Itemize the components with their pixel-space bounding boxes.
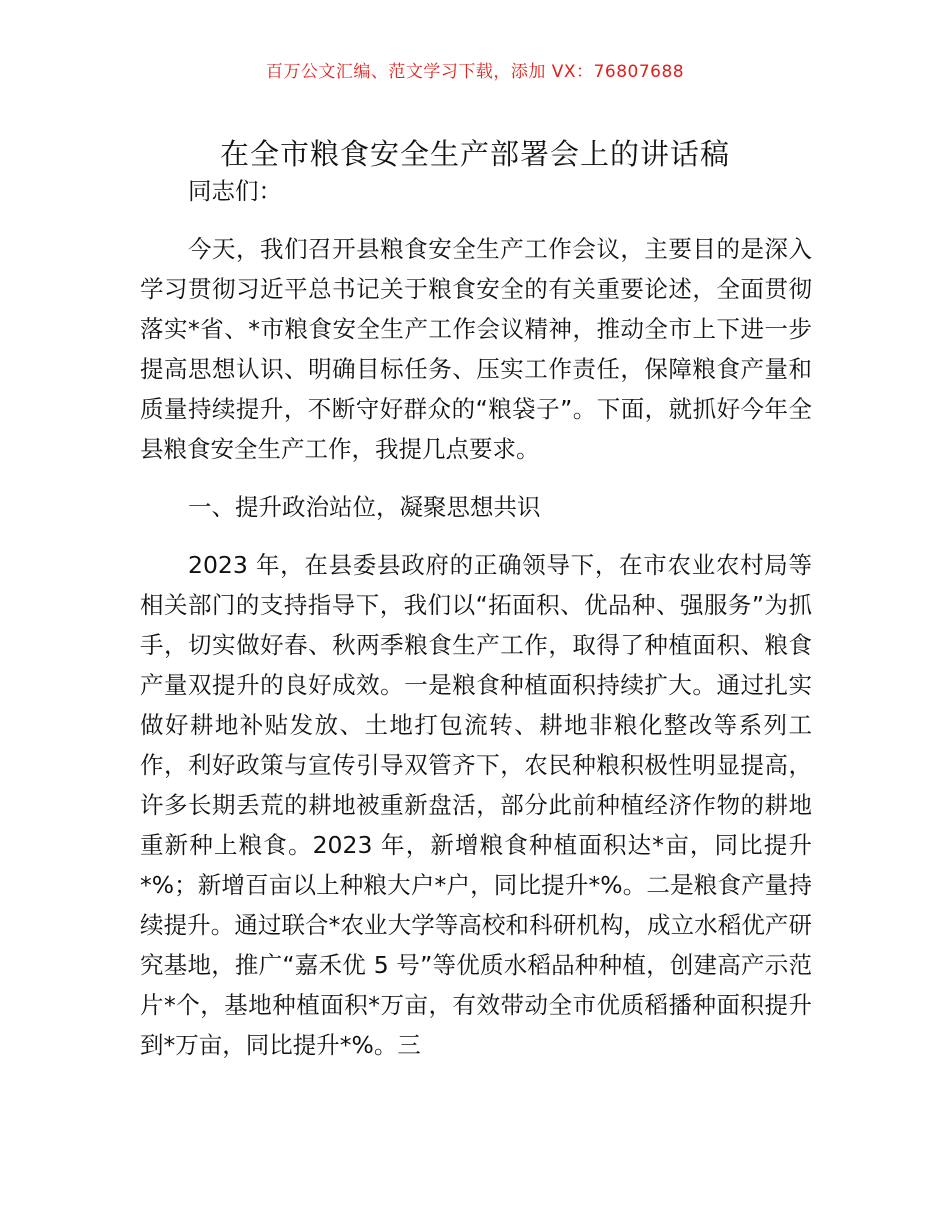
salutation: 同志们： bbox=[188, 177, 282, 205]
paragraph-intro: 今天，我们召开县粮食安全生产工作会议，主要目的是深入学习贯彻习近平总书记关于粮食安全的有关重要论述，全面贯彻落实*省、*市粮食安全生产工作会议精神，推动全市上下进一步提高思想认识、明确目标任务、压实工作责任，保障粮食产量和质量持续提升，不断守好群众的“粮袋子”。下面，就抓好今年全县粮食安全生产工作，我提几点要求。 bbox=[140, 235, 812, 463]
document-title: 在全市粮食安全生产部署会上的讲话稿 bbox=[219, 137, 730, 172]
watermark-header: 百万公文汇编、范文学习下载，添加 VX：76807688 bbox=[265, 62, 685, 82]
paragraph-section-1: 2023 年，在县委县政府的正确领导下，在市农业农村局等相关部门的支持指导下，我们以“拓面积、优品种、强服务”为抓手，切实做好春、秋两季粮食生产工作，取得了种植面积、粮食产量双提升的良好成效。一是粮食种植面积持续扩大。通过扎实做好耕地补贴发放、土地打包流转、耕地非粮化整改等系列工作，利好政策与宣传引导双管齐下，农民种粮积极性明显提高，许多长期丢荒的耕地被重新盘活，部分此前种植经济作物的耕地重新种上粮食。2023 年，新增粮食种植面积达*亩，同比提升*%；新增百亩以上种粮大户*户，同比提升*%。二是粮食产量持续提升。通过联合*农业大学等高校和科研机构，成立水稻优产研究基地，推广“嘉禾优 5 号”等优质水稻品种种植，创建高产示范片*个，基地种植面积*万亩，有效带动全市优质稻播种面积提升到*万亩，同比提升*%。三 bbox=[140, 551, 812, 1059]
section-heading: 一、提升政治站位，凝聚思想共识 bbox=[188, 493, 541, 521]
document-body bbox=[140, 171, 812, 1065]
